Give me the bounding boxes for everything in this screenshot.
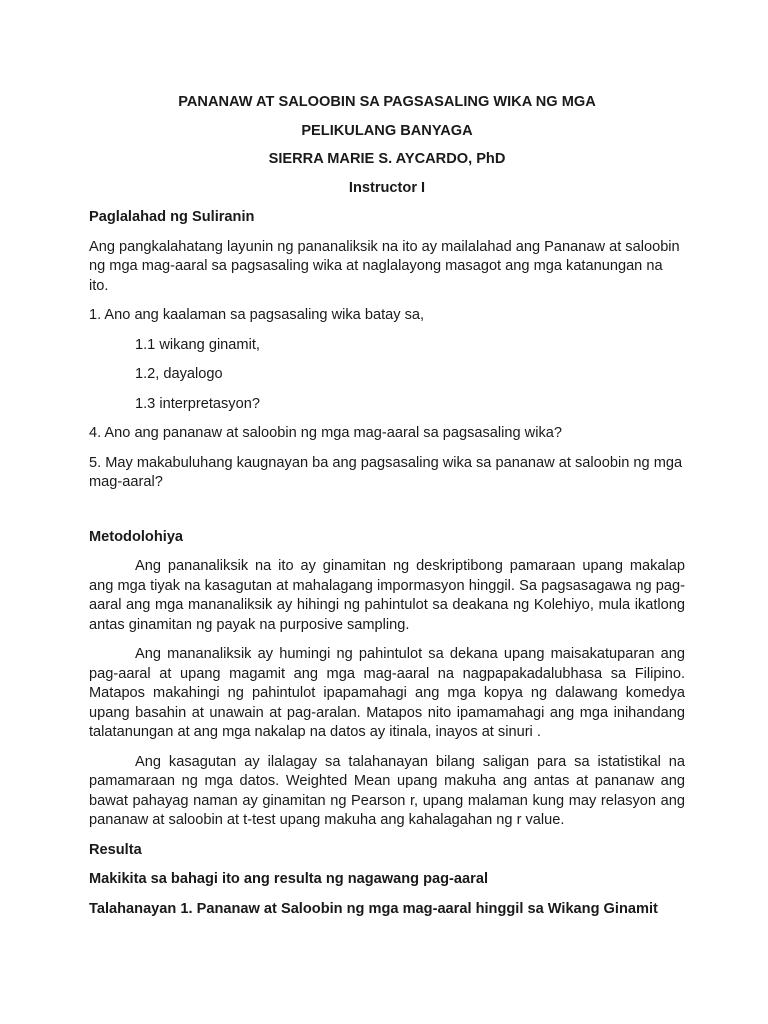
question-5: 5. May makabuluhang kaugnayan ba ang pagsasaling wika sa pananaw at saloobin ng mga mag-aaral? [89,454,683,490]
metodolohiya-paragraph-1: Ang pananaliksik na ito ay ginamitan ng deskriptibong pamaraan upang makalap ang mga tiyak na kasagutan at mahalagang impormasyon hinggil. Sa pagsasagawa ng pag-aaral ang mga mananaliksik ay hihingi ng pahintulot sa deakana ng Kolehiyo, mula ikatlong antas ginamitan ng payak na purposive sampling. [89,558,685,633]
question-4: 4. Ano ang pananaw at saloobin ng mga mag-aaral sa pagsasaling wika? [89,425,562,441]
section-heading-metodolohiya: Metodolohiya [89,528,184,545]
document-title-line2: PELIKULANG BANYAGA [301,122,473,139]
section-heading-resulta: Resulta [89,841,142,858]
question-1-3: 1.3 interpretasyon? [135,395,260,412]
author-position: Instructor I [348,179,426,196]
metodolohiya-paragraph-3: Ang kasagutan ay ilalagay sa talahanayan bilang saligan para sa istatistikal na pamamaraan ng mga datos. Weighted Mean upang makuha ang antas at pananaw ang bawat pahayag naman ay ginamitan ng Pearson r, upang malaman kung may relasyon ang pananaw at saloobin at t-test upang makuha ang kahalagahan ng r value. [89,753,685,828]
question-1-1: 1.1 wikang ginamit, [135,336,260,353]
suliranin-intro: Ang pangkalahatang layunin ng pananaliksik na ito ay mailalahad ang Pananaw at saloobin ng mga mag-aaral sa pagsasaling wika at naglalayong masagot ang mga katanungan na ito. [89,238,680,294]
document-title-line1: PANANAW AT SALOOBIN SA PAGSASALING WIKA NG MGA [178,94,596,110]
author-name: SIERRA MARIE S. AYCARDO, PhD [268,151,506,167]
metodolohiya-paragraph-2: Ang mananaliksik ay humingi ng pahintulot sa dekana upang maisakatuparan ang pag-aaral at upang magamit ang mga mag-aaral na nagpapakadalubhasa sa Filipino. Matapos makahingi ng pahintulot ipapamahagi ang mga kopya ng dalawang komedya upang basahin at unawain at pag-aralan. Matapos nito ipamamahagi ang mga inihandang talatanungan at ang mga nakalap na datos ay itinala, inayos at sinuri . [89,646,685,740]
document-body [89,93,685,919]
table-caption: Talahanayan 1. Pananaw at Saloobin ng mga mag-aaral hinggil sa Wikang Ginamit [89,900,658,917]
resulta-subheading: Makikita sa bahagi ito ang resulta ng nagawang pag-aaral [89,871,488,887]
question-1-2: 1.2, dayalogo [135,366,223,382]
section-heading-suliranin: Paglalahad ng Suliranin [89,209,255,225]
question-1: 1. Ano ang kaalaman sa pagsasaling wika batay sa, [89,307,425,323]
